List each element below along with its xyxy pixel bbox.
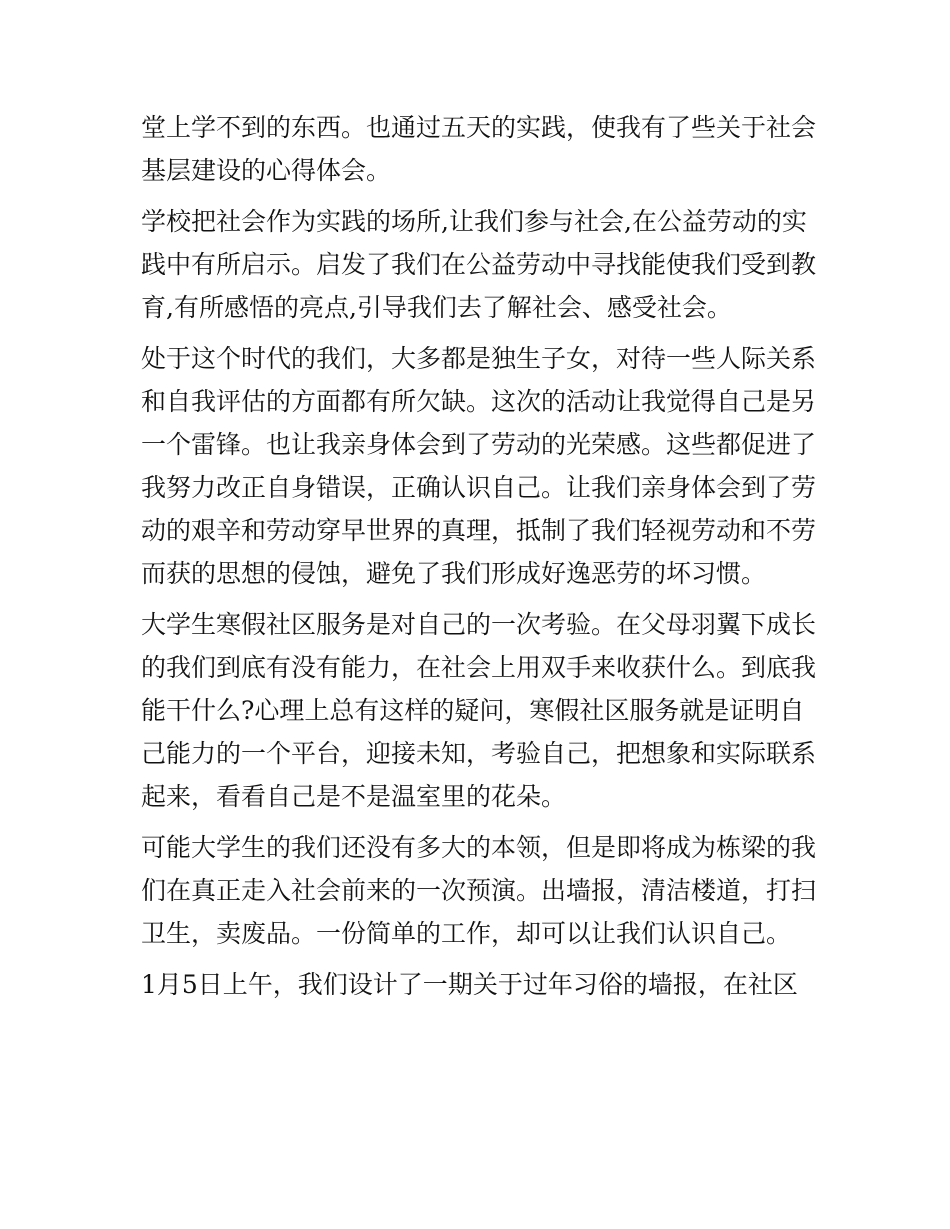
text-line: 一个雷锋。也让我亲身体会到了劳动的光荣感。这些都促进了 — [141, 430, 817, 459]
text-line: 己能力的一个平台，迎接未知，考验自己，把想象和实际联系 — [141, 739, 817, 768]
text-line: 动的艰辛和劳动穿早世界的真理，抵制了我们轻视劳动和不劳 — [141, 516, 817, 545]
text-line: 育,有所感悟的亮点,引导我们去了解社会、感受社会。 — [141, 293, 732, 322]
text-line: 大学生寒假社区服务是对自己的一次考验。在父母羽翼下成长 — [141, 610, 817, 639]
text-line: 践中有所启示。启发了我们在公益劳动中寻找能使我们受到教 — [141, 250, 817, 279]
text-line: 学校把社会作为实践的场所,让我们参与社会,在公益劳动的实 — [141, 207, 807, 236]
body-text — [141, 106, 821, 1006]
text-line: 而获的思想的侵蚀，避免了我们形成好逸恶劳的坏习惯。 — [141, 559, 767, 588]
text-line: 我努力改正自身错误，正确认识自己。让我们亲身体会到了劳 — [141, 473, 817, 502]
text-line: 基层建设的心得体会。 — [141, 156, 392, 185]
text-line: 能干什么?心理上总有这样的疑问，寒假社区服务就是证明自 — [141, 696, 805, 725]
text-line: 可能大学生的我们还没有多大的本领，但是即将成为栋梁的我 — [141, 833, 817, 862]
text-line: 和自我评估的方面都有所欠缺。这次的活动让我觉得自己是另 — [141, 387, 817, 416]
text-line: 起来，看看自己是不是温室里的花朵。 — [141, 782, 567, 811]
text-line: 1月5日上午，我们设计了一期关于过年习俗的墙报，在社区 — [141, 970, 798, 999]
text-line: 们在真正走入社会前来的一次预演。出墙报，清洁楼道，打扫 — [141, 876, 817, 905]
text-line: 卫生，卖废品。一份简单的工作，却可以让我们认识自己。 — [141, 919, 792, 948]
text-line: 处于这个时代的我们，大多都是独生子女，对待一些人际关系 — [141, 344, 817, 373]
text-line: 堂上学不到的东西。也通过五天的实践，使我有了些关于社会 — [141, 113, 817, 142]
text-line: 的我们到底有没有能力，在社会上用双手来收获什么。到底我 — [141, 653, 817, 682]
